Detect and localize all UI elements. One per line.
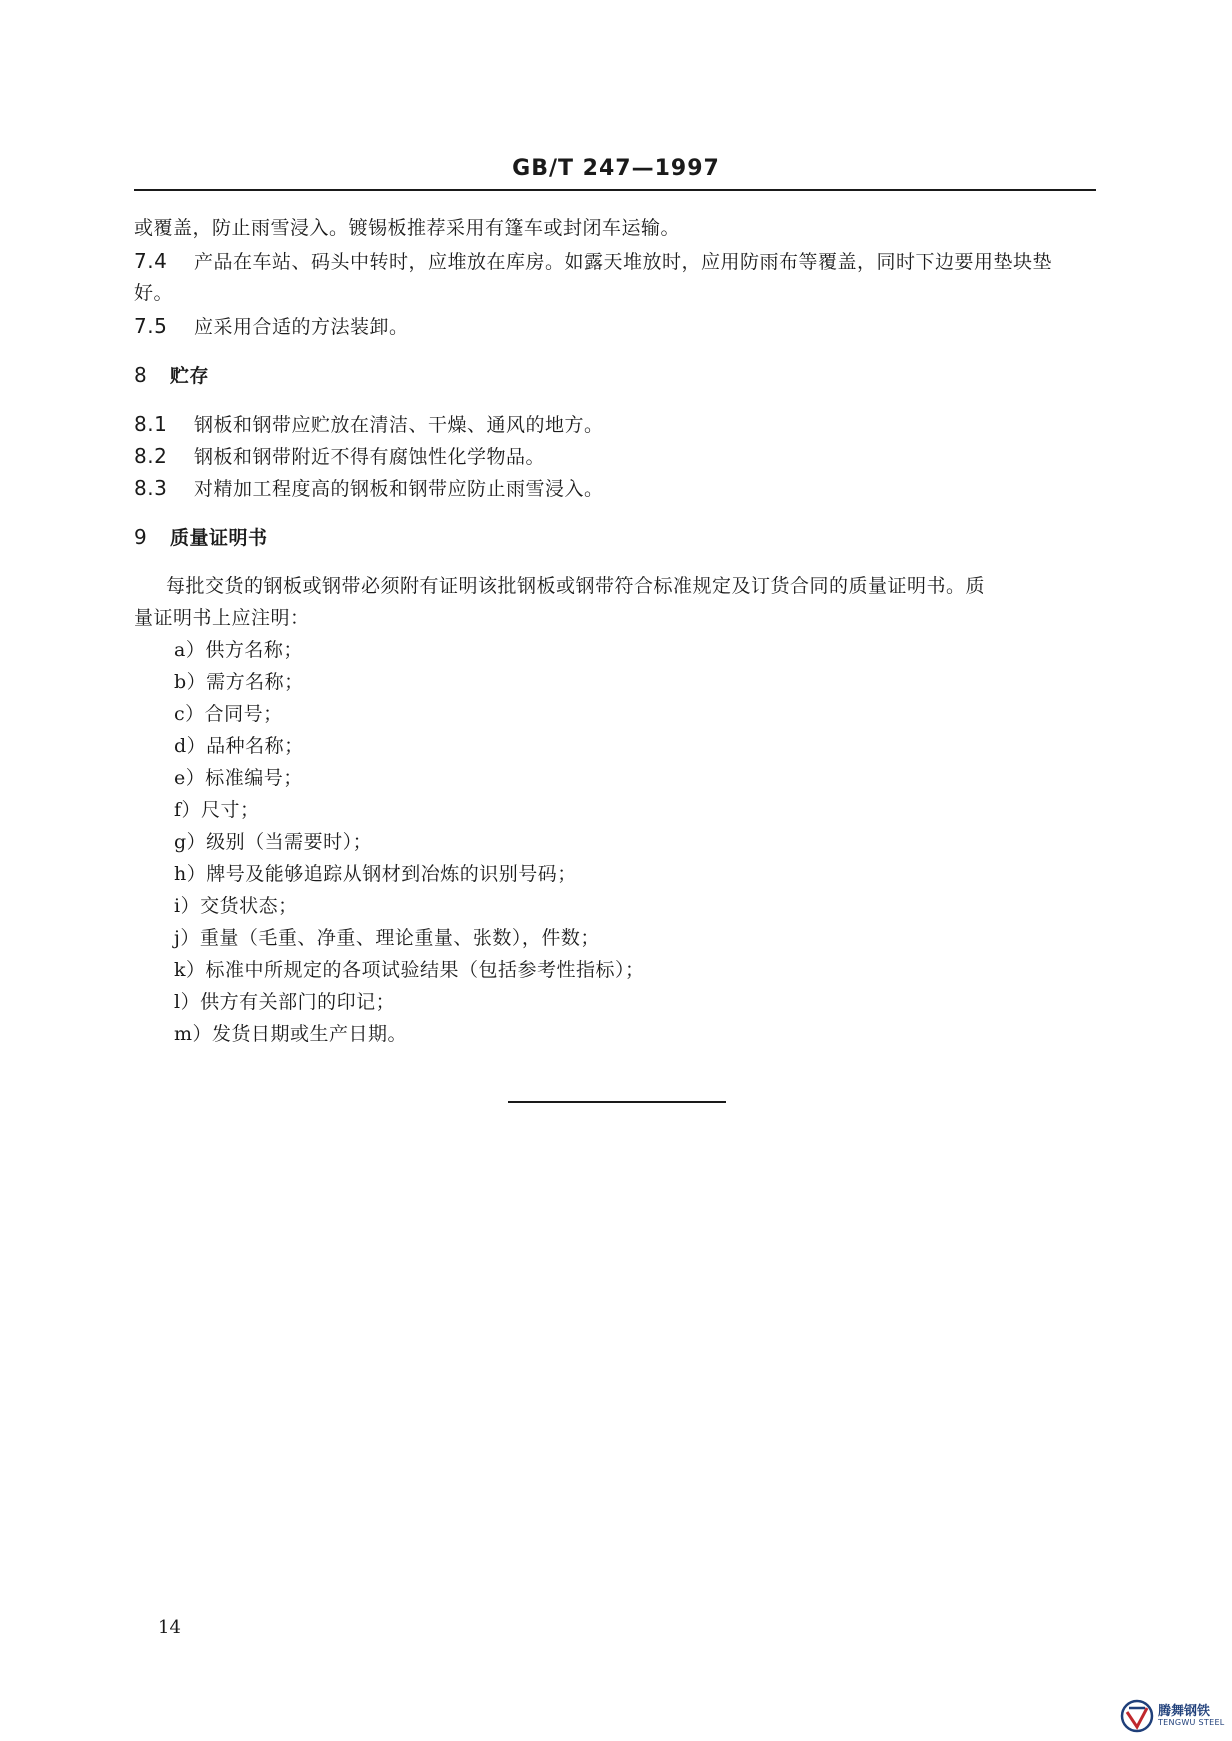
end-rule: [508, 1101, 726, 1103]
clause-8-3: [134, 472, 604, 505]
clause-text: 应采用合适的方法装卸。: [194, 316, 409, 338]
logo-mark-icon: [1120, 1699, 1154, 1733]
clause-number: 8.2: [134, 444, 168, 468]
list-item: d）品种名称；: [174, 735, 304, 757]
clause-8-1: [134, 408, 604, 441]
section-9-paragraph-cont: 量证明书上应注明：: [134, 607, 310, 629]
list-item: g）级别（当需要时）；: [174, 831, 373, 853]
section-number: 9: [134, 525, 148, 549]
clause-text: 对精加工程度高的钢板和钢带应防止雨雪浸入。: [194, 478, 604, 500]
list-item: l）供方有关部门的印记；: [174, 991, 396, 1013]
list-item: k）标准中所规定的各项试验结果（包括参考性指标）；: [174, 959, 645, 981]
list-item: j）重量（毛重、净重、理论重量、张数），件数；: [174, 927, 600, 949]
clause-number: 8.1: [134, 412, 168, 436]
clause-number: 7.5: [134, 314, 168, 338]
section-title: 质量证明书: [170, 527, 268, 549]
clause-8-2: [134, 440, 545, 473]
clause-text: 钢板和钢带附近不得有腐蚀性化学物品。: [194, 446, 546, 468]
list-item: h）牌号及能够追踪从钢材到冶炼的识别号码；: [174, 863, 577, 885]
list-item: b）需方名称；: [174, 671, 304, 693]
company-logo: [1120, 1696, 1228, 1736]
list-item: a）供方名称；: [174, 639, 303, 661]
section-9-paragraph: 每批交货的钢板或钢带必须附有证明该批钢板或钢带符合标准规定及订货合同的质量证明书。质: [166, 575, 986, 597]
clause-7-4: [134, 245, 1052, 278]
standard-number: GB/T 247—1997: [512, 156, 720, 181]
section-number: 8: [134, 363, 148, 387]
clause-text: 钢板和钢带应贮放在清洁、干燥、通风的地方。: [194, 414, 604, 436]
list-item: m）发货日期或生产日期。: [174, 1023, 408, 1045]
clause-7-4-cont: 好。: [134, 282, 174, 304]
clause-number: 7.4: [134, 249, 168, 273]
clause-7-5: [134, 310, 409, 343]
list-item: f）尺寸；: [174, 799, 260, 821]
logo-subtitle: TENGWU STEEL: [1158, 1718, 1225, 1727]
continuation-line: 或覆盖，防止雨雪浸入。镀锡板推荐采用有篷车或封闭车运输。: [134, 217, 681, 239]
list-item: e）标准编号；: [174, 767, 303, 789]
logo-name: 腾舞钢铁: [1158, 1704, 1211, 1719]
list-item: c）合同号；: [174, 703, 283, 725]
section-9-heading: [134, 521, 268, 554]
clause-text: 产品在车站、码头中转时，应堆放在库房。如露天堆放时，应用防雨布等覆盖，同时下边要用垫块垫: [194, 251, 1053, 273]
section-8-heading: [134, 359, 209, 392]
header-rule: [134, 189, 1096, 191]
section-title: 贮存: [170, 365, 210, 387]
page-number: 14: [158, 1617, 181, 1638]
list-item: i）交货状态；: [174, 895, 298, 917]
clause-number: 8.3: [134, 476, 168, 500]
